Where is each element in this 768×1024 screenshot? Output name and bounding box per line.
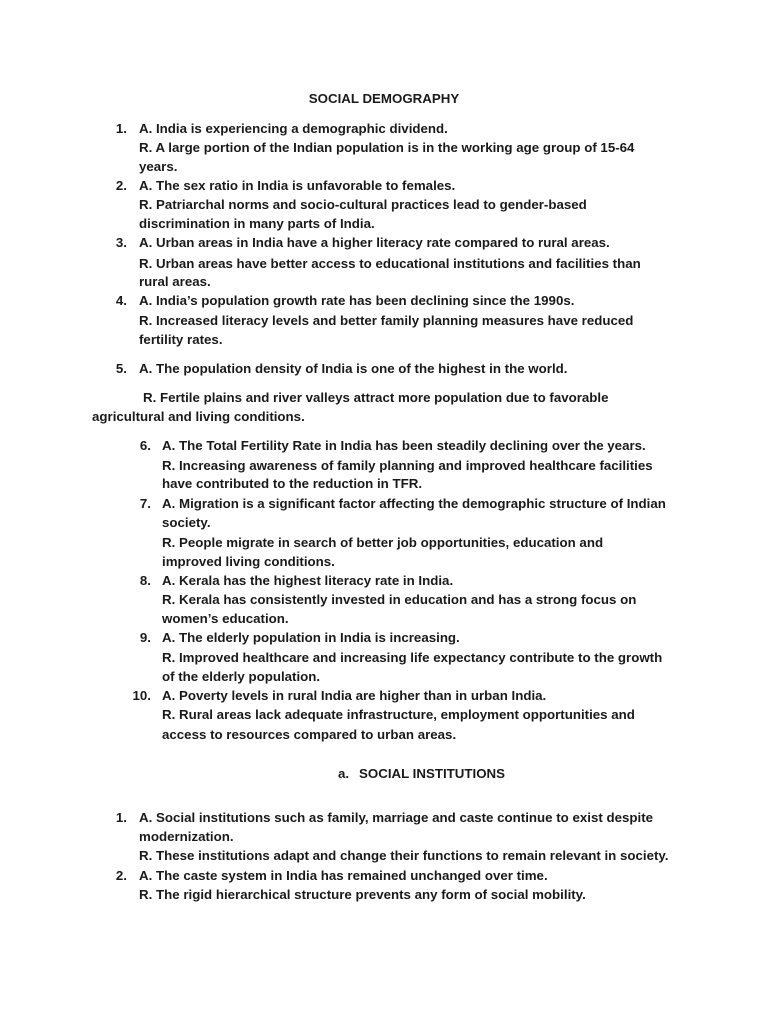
item-number: 2. [115,178,127,193]
item-number: 1. [115,810,127,825]
reason-text-cont: discrimination in many parts of India. [139,216,375,231]
item-number: 2. [115,868,127,883]
assertion-text: A. The sex ratio in India is unfavorable to females. [139,178,456,193]
assertion-text: A. Poverty levels in rural India are higher than in urban India. [162,688,547,703]
reason-text-cont: access to resources compared to urban areas. [162,727,457,742]
assertion-text: A. Kerala has the highest literacy rate in India. [162,573,454,588]
reason-text-cont: of the elderly population. [162,669,321,684]
reason-text: R. People migrate in search of better job opportunities, education and [162,535,604,550]
assertion-text: A. India’s population growth rate has been declining since the 1990s. [139,293,575,308]
item-number: 5. [115,361,127,376]
reason-text: R. Increased literacy levels and better family planning measures have reduced [139,313,634,328]
reason-text: R. These institutions adapt and change their functions to remain relevant in society. [139,848,669,863]
item-number: 7. [139,496,151,511]
assertion-text: A. The elderly population in India is increasing. [162,630,460,645]
assertion-text: A. The caste system in India has remained unchanged over time. [139,868,548,883]
assertion-text-cont: society. [162,515,211,530]
reason-text: R. Kerala has consistently invested in education and has a strong focus on [162,592,637,607]
item-number: 1. [115,121,127,136]
page-title: SOCIAL DEMOGRAPHY [308,91,460,106]
assertion-text: A. Urban areas in India have a higher literacy rate compared to rural areas. [139,235,610,250]
reason-text: R. A large portion of the Indian population is in the working age group of 15-64 [139,140,635,155]
reason-text: R. Increasing awareness of family planning and improved healthcare facilities [162,458,653,473]
section-title: SOCIAL INSTITUTIONS [359,766,506,781]
reason-text-cont: agricultural and living conditions. [92,409,305,424]
assertion-text: A. India is experiencing a demographic dividend. [139,121,448,136]
item-number: 8. [139,573,151,588]
assertion-text: A. The population density of India is one of the highest in the world. [139,361,568,376]
reason-text-cont: women’s education. [162,611,289,626]
reason-text: R. Improved healthcare and increasing life expectancy contribute to the growth [162,650,663,665]
reason-text-cont: have contributed to the reduction in TFR. [162,476,423,491]
item-number: 10. [132,688,151,703]
assertion-text: A. Migration is a significant factor affecting the demographic structure of Indian [162,496,666,511]
reason-text: R. Rural areas lack adequate infrastructure, employment opportunities and [162,707,635,722]
reason-text: R. Patriarchal norms and socio-cultural practices lead to gender-based [139,197,587,212]
item-number: 9. [139,630,151,645]
reason-text-cont: rural areas. [139,274,211,289]
item-number: 4. [115,293,127,308]
assertion-text-cont: modernization. [139,829,234,844]
assertion-text: A. The Total Fertility Rate in India has been steadily declining over the years. [162,438,646,453]
item-number: 3. [115,235,127,250]
reason-text-cont: improved living conditions. [162,554,335,569]
item-number: 6. [139,438,151,453]
section-marker: a. [338,766,350,781]
reason-text: R. The rigid hierarchical structure prevents any form of social mobility. [139,887,586,902]
assertion-text: A. Social institutions such as family, marriage and caste continue to exist despite [139,810,654,825]
reason-text: R. Fertile plains and river valleys attract more population due to favorable [143,390,609,405]
reason-text-cont: fertility rates. [139,332,223,347]
reason-text-cont: years. [139,159,178,174]
reason-text: R. Urban areas have better access to educational institutions and facilities than [139,256,641,271]
